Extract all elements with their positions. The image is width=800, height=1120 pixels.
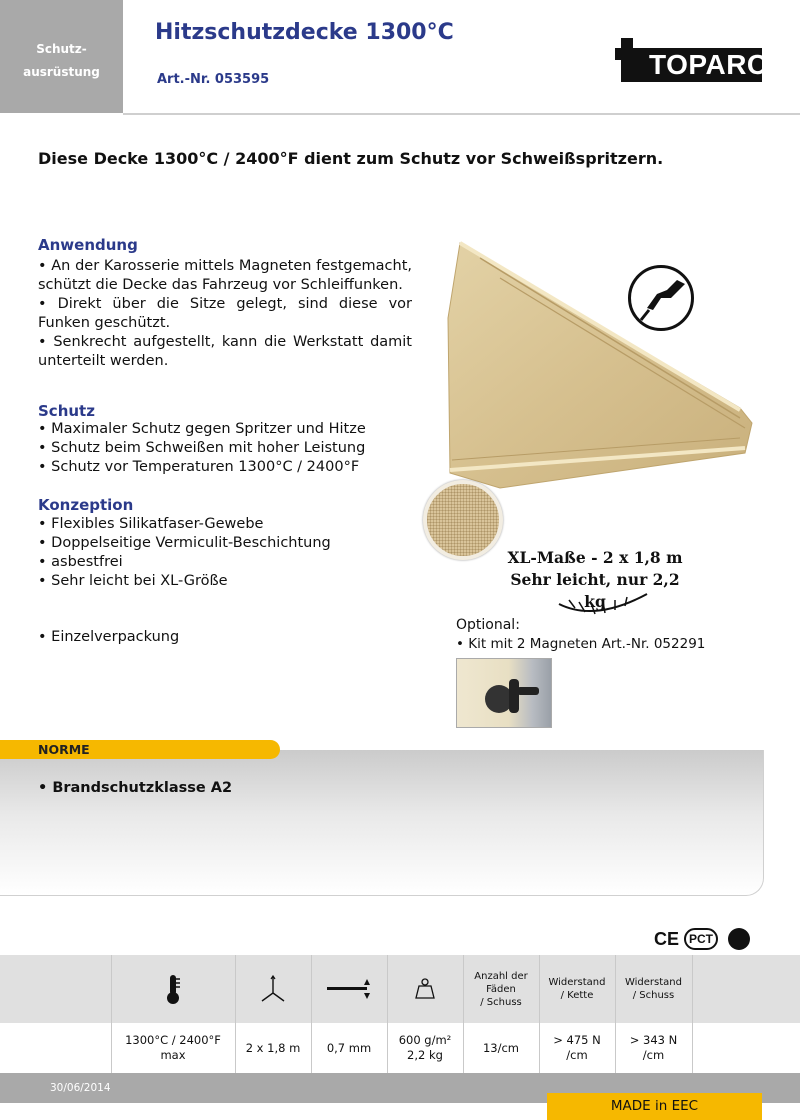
resistance-warp-header: Widerstand / Kette: [548, 977, 606, 1001]
thermometer-icon: [111, 955, 235, 1023]
list-item: • Senkrecht aufgestellt, kann die Werkstatt damit unterteilt werden.: [38, 334, 412, 369]
logo-plus-vertical: [621, 38, 633, 82]
dimensions-glyph: [258, 975, 288, 1003]
section-title-konzeption: Konzeption: [38, 496, 134, 514]
list-item: • Flexibles Silikatfaser-Gewebe: [38, 516, 264, 532]
list-item: • Schutz vor Temperaturen 1300°C / 2400°F: [38, 459, 360, 475]
list-item: • Schutz beim Schweißen mit hoher Leistung: [38, 440, 366, 456]
thickness-icon: [311, 955, 387, 1023]
article-number: Art.-Nr. 053595: [157, 72, 270, 87]
made-in-label: MADE in EEC: [547, 1093, 762, 1120]
temperature-value: 1300°C / 2400°F max: [125, 1033, 221, 1062]
thickness-value: 0,7 mm: [326, 1040, 372, 1055]
weight-value: 600 g/m² 2,2 kg: [398, 1033, 452, 1062]
welding-torch-glyph: [631, 268, 691, 328]
list-item: • asbestfrei: [38, 554, 123, 570]
magnet-glyph: [457, 659, 552, 728]
section-title-schutz: Schutz: [38, 402, 95, 420]
category-line-2: ausrüstung: [23, 65, 100, 79]
size-value: 2 x 1,8 m: [245, 1040, 301, 1055]
list-item: • Sehr leicht bei XL-Größe: [38, 573, 228, 589]
optional-item: • Kit mit 2 Magneten Art.-Nr. 052291: [456, 636, 706, 652]
xl-weight-text: Sehr leicht, nur 2,2 kg: [510, 570, 680, 611]
welding-torch-icon: [628, 265, 694, 331]
norme-item: • Brandschutzklasse A2: [38, 780, 233, 796]
header-divider: [123, 113, 800, 115]
xl-size-text: XL-Maße - 2 x 1,8 m: [507, 548, 683, 567]
list-item: • An der Karosserie mittels Magneten festgemacht, schützt die Decke das Fahrzeug vor Schleiffunken.: [38, 258, 412, 293]
product-title: Hitzschutzdecke 1300°C: [155, 20, 454, 45]
category-line-1: Schutz-: [36, 42, 87, 56]
intro-text: Diese Decke 1300°C / 2400°F dient zum Schutz vor Schweißspritzern.: [38, 149, 664, 168]
weight-glyph: [414, 978, 436, 1000]
list-item: • Direkt über die Sitze gelegt, sind diese vor Funken geschützt.: [38, 296, 412, 331]
ce-mark-icon: CE: [654, 929, 680, 949]
list-item: • Maximaler Schutz gegen Spritzer und Hitze: [38, 421, 366, 437]
resistance-warp-value: > 475 N /cm: [553, 1033, 601, 1062]
blanket-image: [440, 238, 770, 498]
weight-icon: [387, 955, 463, 1023]
category-label: [0, 0, 123, 113]
konzeption-list: [38, 515, 412, 591]
section-title-anwendung: Anwendung: [38, 236, 138, 254]
logo-text: TOPARC: [633, 48, 762, 82]
document-date: 30/06/2014: [50, 1082, 111, 1094]
feather-icon: [555, 592, 651, 622]
norme-panel: [0, 750, 764, 896]
resistance-weft-header: Widerstand / Schuss: [624, 977, 682, 1001]
toparc-logo: [615, 38, 768, 82]
optional-title: Optional:: [456, 617, 520, 633]
column-divider: [692, 955, 693, 1073]
thermometer-glyph: [163, 973, 183, 1005]
pct-mark-icon: PCT: [684, 928, 718, 950]
thickness-glyph: [325, 977, 373, 1001]
logo-plus-horizontal: [615, 48, 645, 60]
list-item: • Doppelseitige Vermiculit-Beschichtung: [38, 535, 331, 551]
schutz-list: [38, 420, 412, 477]
anwendung-list: [38, 257, 412, 371]
threads-header: Anzahl der Fäden / Schuss: [474, 970, 528, 1008]
packaging-item: • Einzelverpackung: [38, 629, 180, 645]
resistance-weft-value: > 343 N /cm: [629, 1033, 678, 1062]
fabric-swatch-image: [423, 480, 503, 560]
norme-title: NORME: [0, 740, 280, 759]
threads-value: 13/cm: [482, 1040, 520, 1055]
green-dot-recycling-icon: [728, 928, 750, 950]
magnet-kit-image: [456, 658, 552, 728]
dimensions-icon: [235, 955, 311, 1023]
